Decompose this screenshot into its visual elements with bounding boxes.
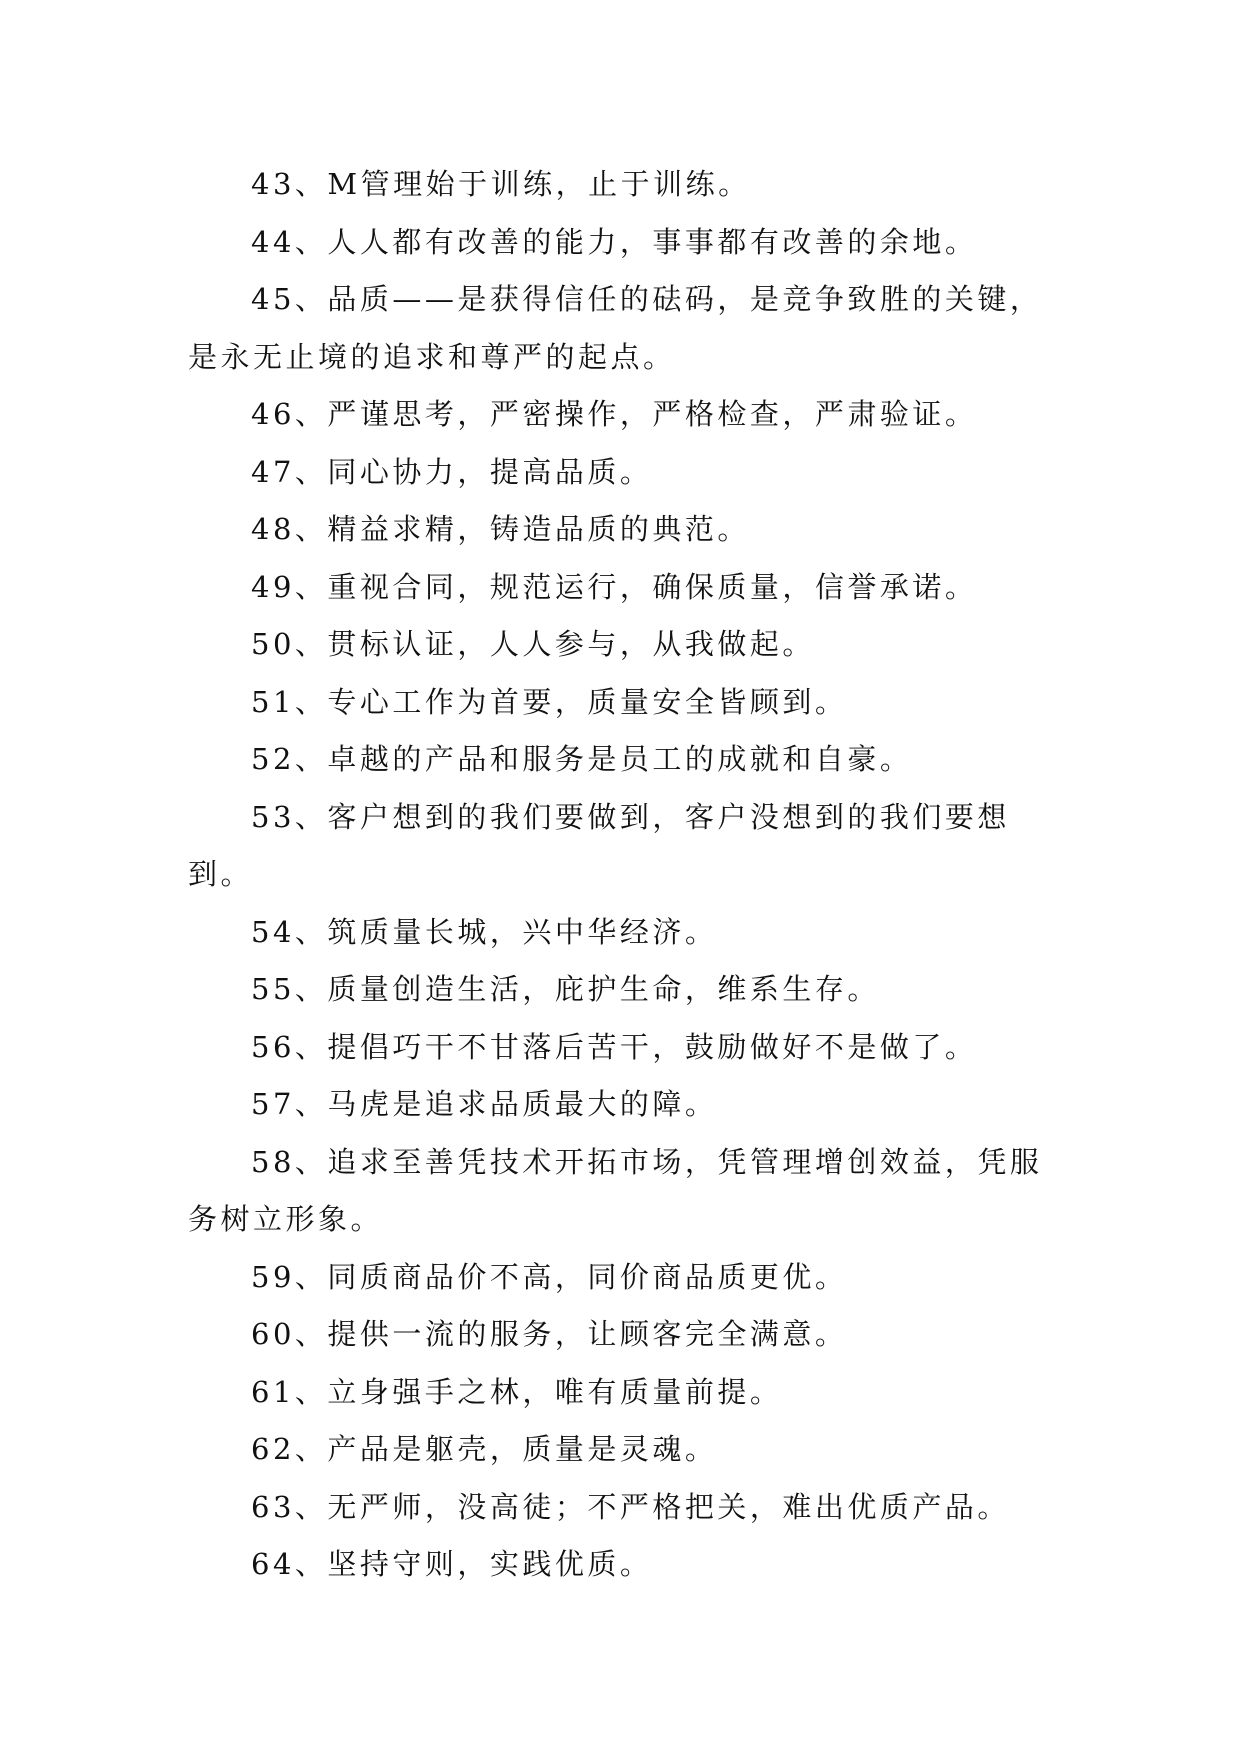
slogan-60: 60、提供一流的服务，让顾客完全满意。 xyxy=(251,1317,848,1351)
slogan-46: 46、严谨思考，严密操作，严格检查，严肃验证。 xyxy=(251,397,978,431)
slogan-63: 63、无严师，没高徒；不严格把关，难出优质产品。 xyxy=(251,1489,1010,1524)
slogan-51: 51、专心工作为首要，质量安全皆顾到。 xyxy=(251,684,848,719)
slogan-50: 50、贯标认证，人人参与，从我做起。 xyxy=(251,627,815,661)
slogan-56: 56、提倡巧干不甘落后苦干，鼓励做好不是做了。 xyxy=(251,1029,978,1064)
slogan-58: 58、追求至善凭技术开拓市场，凭管理增创效益，凭服务树立形象。 xyxy=(188,1144,1043,1236)
slogan-47: 47、同心协力，提高品质。 xyxy=(251,454,653,489)
slogan-45: 45、品质——是获得信任的砝码，是竞争致胜的关键，是永无止境的追求和尊严的起点。 xyxy=(188,282,1043,374)
slogan-53: 53、客户想到的我们要做到，客户没想到的我们要想到。 xyxy=(188,799,1010,891)
slogan-44: 44、人人都有改善的能力，事事都有改善的余地。 xyxy=(251,224,978,259)
slogan-list xyxy=(188,156,1058,1594)
slogan-64: 64、坚持守则，实践优质。 xyxy=(251,1547,653,1581)
slogan-62: 62、产品是躯壳，质量是灵魂。 xyxy=(251,1432,718,1466)
slogan-54: 54、筑质量长城，兴中华经济。 xyxy=(251,914,718,949)
slogan-59: 59、同质商品价不高，同价商品质更优。 xyxy=(251,1259,848,1294)
slogan-43: 43、M管理始于训练，止于训练。 xyxy=(251,167,751,201)
slogan-61: 61、立身强手之林，唯有质量前提。 xyxy=(251,1374,783,1409)
slogan-55: 55、质量创造生活，庇护生命，维系生存。 xyxy=(251,972,880,1006)
slogan-52: 52、卓越的产品和服务是员工的成就和自豪。 xyxy=(251,742,913,776)
slogan-48: 48、精益求精，铸造品质的典范。 xyxy=(251,512,750,546)
slogan-49: 49、重视合同，规范运行，确保质量，信誉承诺。 xyxy=(251,569,978,604)
slogan-57: 57、马虎是追求品质最大的障。 xyxy=(251,1087,718,1121)
